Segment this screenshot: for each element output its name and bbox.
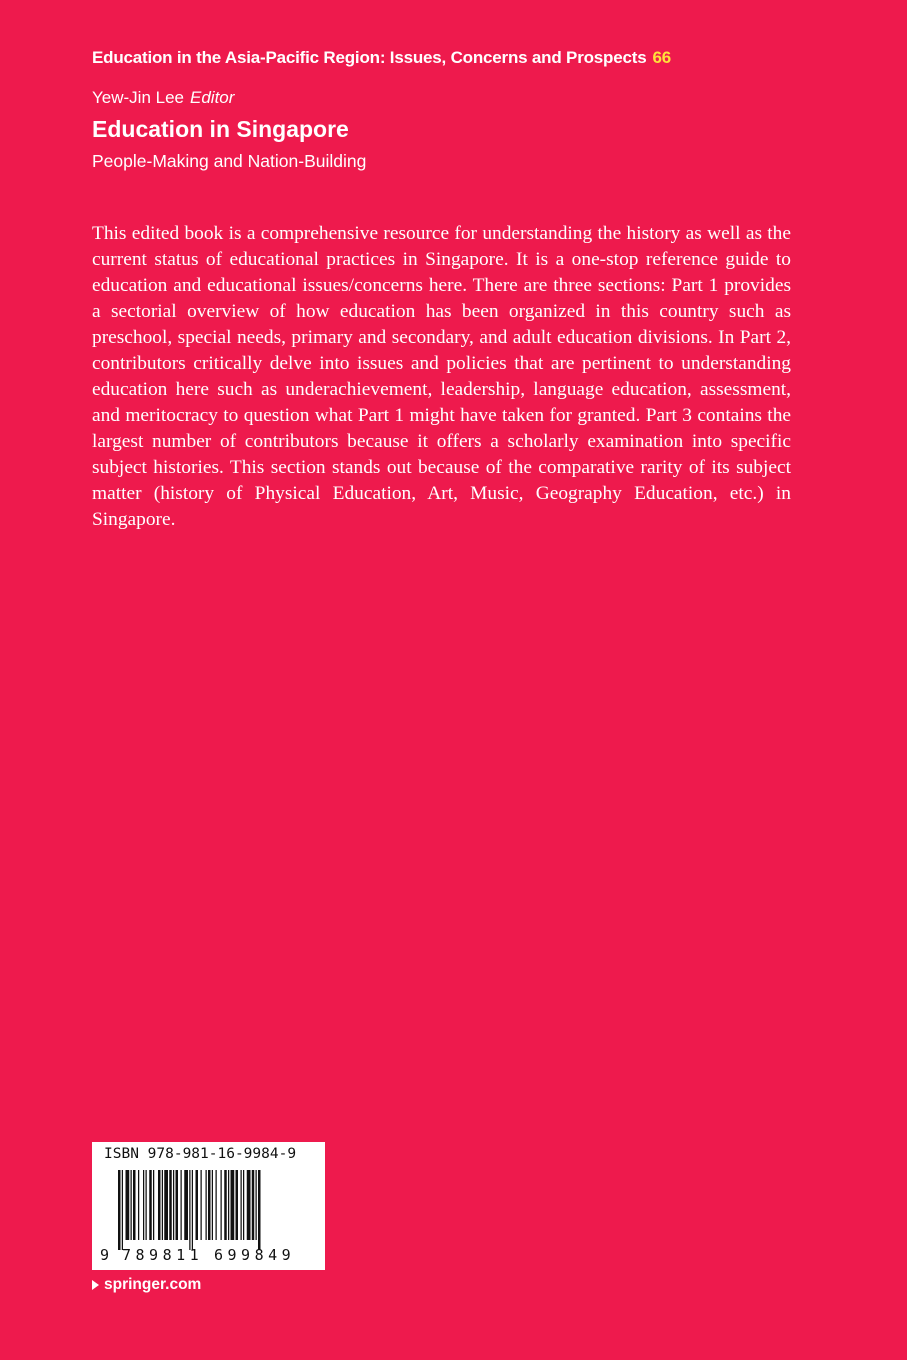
book-subtitle: People-Making and Nation-Building bbox=[92, 151, 367, 171]
barcode-bar bbox=[133, 1170, 136, 1240]
barcode-bar bbox=[212, 1170, 213, 1240]
book-title: Education in Singapore bbox=[92, 116, 349, 142]
series-number: 66 bbox=[652, 48, 671, 67]
barcode-bar bbox=[149, 1170, 152, 1240]
barcode-bar bbox=[192, 1170, 193, 1250]
publisher-link[interactable] bbox=[92, 1276, 201, 1294]
barcode-bar bbox=[189, 1170, 190, 1250]
barcode-bar bbox=[252, 1170, 255, 1240]
barcode-bar bbox=[184, 1170, 188, 1240]
barcode-bar bbox=[158, 1170, 161, 1240]
editor-role: Editor bbox=[190, 88, 235, 107]
book-blurb: This edited book is a comprehensive resource for understanding the history as well as the current status of educational practices in Singapore. It is a one-stop reference guide to education and educational issues/concerns here. There are three sections: Part 1 provides a sectorial overview of how education has been organized in this country such as preschool, special needs, primary and secondary, and adult education divisions. In Part 2, contributors critically delve into issues and policies that are pertinent to understanding education here such as underachievement, leadership, language education, assessment, and meritocracy to question what Part 1 might have taken for granted. Part 3 contains the largest number of contributors because it offers a scholarly examination into specific subject histories. This section stands out because of the comparative rarity of its subject matter (history of Physical Education, Art, Music, Geography Education, etc.) in Singapore. bbox=[92, 223, 791, 530]
barcode-bar bbox=[131, 1170, 132, 1240]
barcode-bar bbox=[146, 1170, 147, 1240]
barcode-bar bbox=[256, 1170, 257, 1240]
triangle-right-icon bbox=[92, 1280, 99, 1290]
barcode-bar bbox=[153, 1170, 154, 1240]
barcode-right-digits: 699849 bbox=[214, 1246, 296, 1264]
publisher-url[interactable]: springer.com bbox=[104, 1276, 202, 1293]
barcode-bar bbox=[164, 1170, 168, 1240]
barcode-bar bbox=[236, 1170, 239, 1240]
barcode-bar bbox=[228, 1170, 229, 1240]
series-title: Education in the Asia-Pacific Region: Issues, Concerns and Prospects bbox=[92, 48, 647, 67]
barcode-bar bbox=[258, 1170, 261, 1250]
barcode-bar bbox=[247, 1170, 251, 1240]
barcode-bar bbox=[206, 1170, 207, 1240]
barcode-bar bbox=[138, 1170, 139, 1240]
barcode-left-digits: 789811 bbox=[122, 1246, 204, 1264]
barcode-bar bbox=[126, 1170, 130, 1240]
barcode-bar bbox=[231, 1170, 235, 1240]
isbn-label: ISBN 978-981-16-9984-9 bbox=[104, 1146, 297, 1162]
barcode-bar bbox=[169, 1170, 172, 1240]
barcode-bar bbox=[208, 1170, 211, 1240]
editor-name: Yew-Jin Lee bbox=[92, 88, 184, 107]
barcode-bar bbox=[122, 1170, 123, 1250]
barcode-bar bbox=[176, 1170, 179, 1240]
barcode-bar bbox=[143, 1170, 144, 1240]
barcode-lead-digit: 9 bbox=[100, 1246, 110, 1264]
barcode-bar bbox=[243, 1170, 244, 1240]
barcode-bar bbox=[216, 1170, 217, 1240]
barcode-bar bbox=[241, 1170, 242, 1240]
barcode-bar bbox=[181, 1170, 182, 1240]
barcode-bar bbox=[162, 1170, 163, 1240]
barcode-bar bbox=[196, 1170, 199, 1240]
barcode-bar bbox=[201, 1170, 202, 1240]
series-header bbox=[92, 48, 671, 68]
barcode-box bbox=[92, 1142, 325, 1270]
barcode-bar bbox=[224, 1170, 227, 1240]
barcode-bar bbox=[173, 1170, 174, 1240]
barcode-bar bbox=[118, 1170, 121, 1250]
editor-line bbox=[92, 88, 234, 108]
barcode-bar bbox=[221, 1170, 222, 1240]
